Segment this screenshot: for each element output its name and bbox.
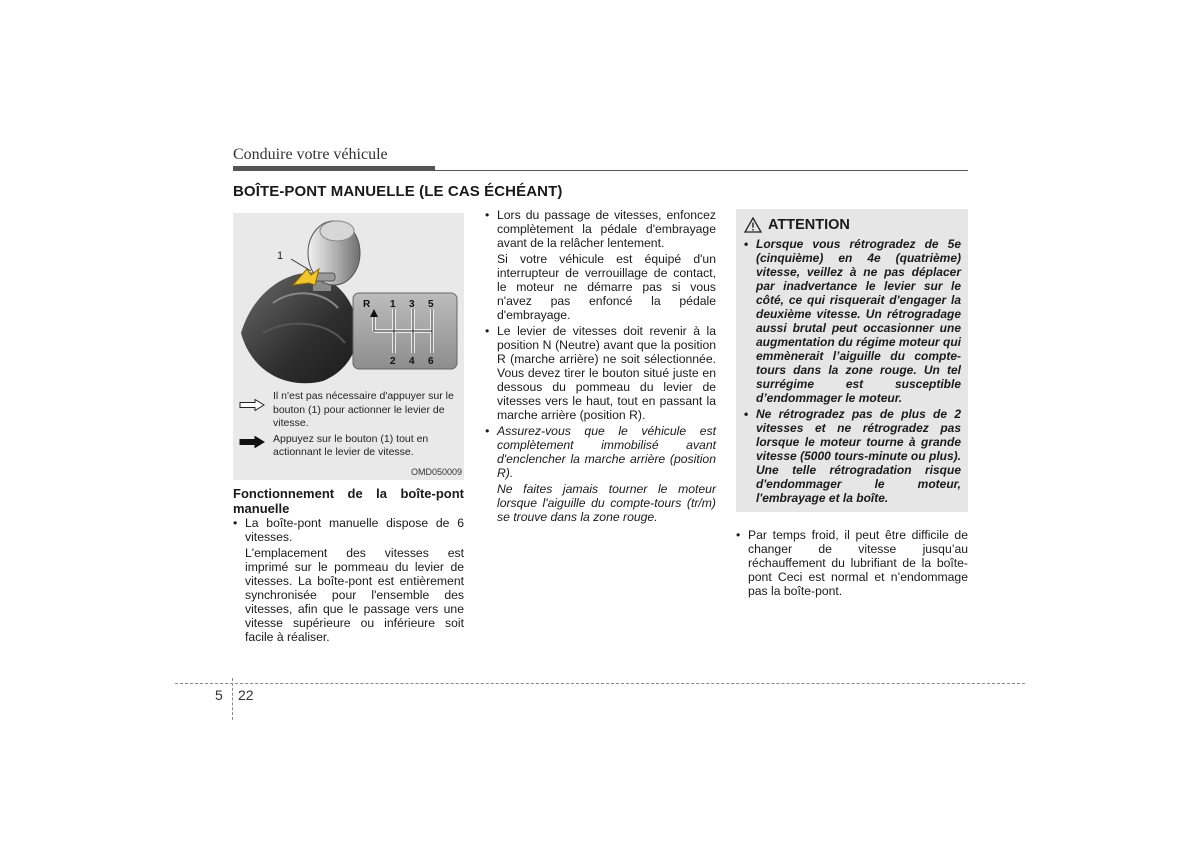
- solid-arrow-icon: [239, 436, 265, 448]
- col2-bullet-2: • Le levier de vitesses doit revenir à la position N (Neutre) avant que la position R (marche arrière) ne soit sélectionnée. Vous devez tirer le bouton situé juste en dessous du pommeau du levier de vitesses vers le haut, tout en passant la marche arrière (position R).: [485, 324, 716, 422]
- attention-item-2: • Ne rétrogradez pas de plus de 2 vitesses et ne rétrogradez pas lorsque le moteur tourne à grande vitesse (5000 tours-minute ou plus). Une telle rétrogradation risque d'endommager le moteur, l'embrayage et la boîte.: [744, 407, 961, 505]
- caption-outline-arrow: Il n'est pas nécessaire d'appuyer sur le bouton (1) pour actionner le levier de vitesse.: [273, 390, 454, 429]
- gear-label-r: R: [363, 299, 371, 310]
- gear-label-2: 2: [390, 356, 396, 367]
- header-rule-dark: [233, 166, 435, 171]
- column-1: [233, 486, 464, 644]
- figure-code: OMD050009: [410, 467, 462, 477]
- page-number: 22: [238, 687, 254, 703]
- col2-bullet-1: • Lors du passage de vitesses, enfoncez complètement la pédale d'embrayage avant de la relâcher lentement.: [485, 208, 716, 250]
- gear-label-3: 3: [409, 299, 415, 310]
- column-2: [485, 208, 716, 524]
- caption-solid-arrow: Appuyez sur le bouton (1) tout en actionnant le levier de vitesse.: [273, 432, 429, 458]
- gear-label-5: 5: [428, 299, 434, 310]
- subheading-fonctionnement: Fonctionnement de la boîte-pont manuelle: [233, 486, 464, 516]
- gear-label-6: 6: [428, 356, 434, 367]
- caption-row-solid: [239, 433, 461, 460]
- figure-captions: [239, 390, 461, 462]
- attention-body: [744, 237, 961, 507]
- col2-para-2: Ne faites jamais tourner le moteur lorsque l'aiguille du compte-tours (tr/m) se trouve dans la zone rouge.: [497, 482, 716, 524]
- page-header-title: Conduire votre véhicule: [233, 146, 388, 163]
- col1-para-1: L'emplacement des vitesses est imprimé sur le pommeau du levier de vitesses. La boîte-pont est entièrement synchronisée pour l'ensemble des vitesses, afin que le passage vers une vitesse supérieure ou inférieure soit facile à réaliser.: [245, 546, 464, 644]
- callout-number: 1: [277, 250, 284, 262]
- header-rule: [435, 170, 968, 171]
- attention-box: [736, 209, 968, 512]
- col2-para-1: Si votre véhicule est équipé d'un interrupteur de verrouillage de contact, le moteur ne démarre pas si vous n'avez pas enfoncé la pédale d'embrayage.: [497, 252, 716, 322]
- warning-triangle-icon: [744, 217, 762, 233]
- attention-header: [744, 217, 850, 233]
- attention-title: ATTENTION: [768, 217, 850, 233]
- footer-divider: [232, 678, 233, 720]
- column-3: [736, 528, 968, 598]
- chapter-number: 5: [215, 687, 223, 703]
- attention-item-1: • Lorsque vous rétrogradez de 5e (cinquième) en 4e (quatrième) vitesse, veillez à ne pas déplacer par inadvertance le levier sur le côté, ce qui risquerait d'engager la deuxième vitesse. Un rétrogradage aussi brutal peut occasionner une augmentation du régime moteur qui emmènerait l’aiguille du compte-tours dans la zone rouge. Un tel surrégime est susceptible d’endommager le moteur.: [744, 237, 961, 405]
- gear-label-1: 1: [390, 299, 396, 310]
- section-title: BOÎTE-PONT MANUELLE (LE CAS ÉCHÉANT): [233, 183, 563, 200]
- gear-shift-figure: [233, 213, 464, 480]
- caption-row-outline: [239, 390, 461, 431]
- outline-arrow-icon: [239, 399, 265, 411]
- footer-rule: [175, 683, 1025, 684]
- col3-bullet-1: • Par temps froid, il peut être difficile de changer de vitesse jusqu’au réchauffement du lubrifiant de la boîte-pont Ceci est normal et n’endommage pas la boîte-pont.: [736, 528, 968, 598]
- col1-bullet-1: • La boîte-pont manuelle dispose de 6 vitesses.: [233, 516, 464, 544]
- col2-bullet-3: • Assurez-vous que le véhicule est complètement immobilisé avant d'enclencher la marche arrière (position R).: [485, 424, 716, 480]
- gear-label-4: 4: [409, 356, 415, 367]
- gear-shift-illustration: [233, 213, 464, 393]
